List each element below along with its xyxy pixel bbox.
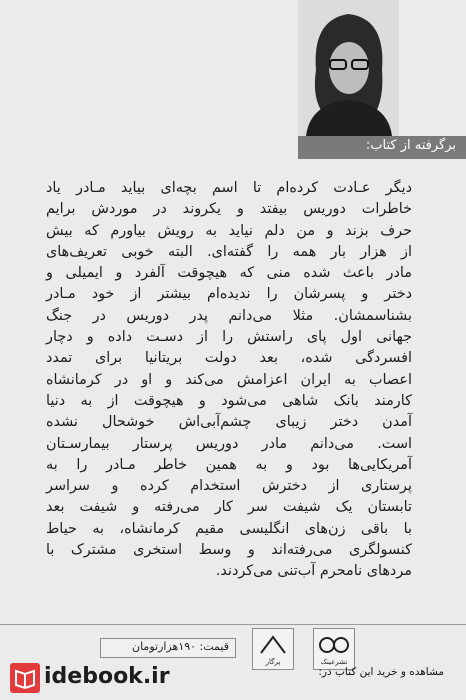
publisher-logo-1-text: نشرعینک (320, 658, 348, 666)
excerpt-line: آمدن دختر زیبای چشم‌آبی‌اش خوشحال نشده (46, 414, 412, 431)
excerpt-line: خاطرات دوریس بیفتد و یکروند در موردش برایم (46, 201, 412, 218)
excerpt-line: کنسولگری می‌رفته‌اند و وسط استخری مشترک با (46, 542, 412, 559)
excerpt-text (46, 178, 412, 583)
brand-name[interactable]: idebook.ir (44, 664, 170, 689)
excerpt-line: بشناسمشان. مثلا می‌دانم پدر دوریس در جنگ (46, 307, 412, 324)
footer-divider (0, 624, 466, 625)
excerpt-line: کارمند بانک شاهی می‌شود و هیچوقت از به دنیا (46, 392, 412, 409)
excerpt-line: مادر باعث شده منی که هیچوقت آلفرد و ایمیلی و (46, 265, 412, 282)
excerpt-line: مردهای نامحرم آب‌تنی می‌کردند. (215, 563, 412, 580)
excerpt-line: با باقی زن‌های انگلیسی مقیم کرمانشاه، به حیاط (46, 520, 412, 537)
excerpt-line: افسردگی شده، بعد دولت بریتانیا برای تمدد (46, 350, 412, 367)
excerpt-line: دختر و پسرشان را ندیده‌ام بیشتر از خود مـادر (46, 286, 412, 303)
site-caption: مشاهده و خرید این کتاب در: (318, 666, 444, 678)
excerpt-line: اعصاب به ایران اعزامش می‌کند و او در کرمانشاه (46, 371, 412, 388)
author-portrait (298, 0, 399, 136)
book-icon (10, 663, 40, 693)
excerpt-line: آمریکایی‌ها بود و به همین خاطر مـادر را به (46, 456, 412, 473)
excerpt-line: حرف بزند و من دلم نیاید به رویش بیاورم که بیش (46, 222, 412, 239)
price-text: قیمت: ۱۹۰هزارتومان (132, 640, 229, 653)
price-box (100, 638, 236, 658)
excerpt-label-bar (298, 136, 466, 159)
excerpt-line: است. می‌دانم مادر دوریس پرستار بیمارسـتان (46, 435, 412, 452)
publisher-logo-2-text: پرگار (265, 658, 281, 666)
excerpt-line: دیگر عـادت کرده‌ام تا اسم بچه‌ای بیاید مـادر یاد (46, 180, 412, 196)
excerpt-line: از هزار بار همه را گفته‌ای. البته خوبی تعریف‌های (46, 243, 412, 260)
excerpt-line: تابستان یک شیفت سر کار می‌رفته و شیفت بعد (46, 499, 412, 516)
excerpt-line: پرستاری از دخترش استخدام کرده و سراسر (46, 478, 412, 495)
excerpt-line: جهانی اول پای راستش را از دسـت داده و دچار (46, 329, 412, 346)
excerpt-label: برگرفته از کتاب: (365, 138, 456, 153)
